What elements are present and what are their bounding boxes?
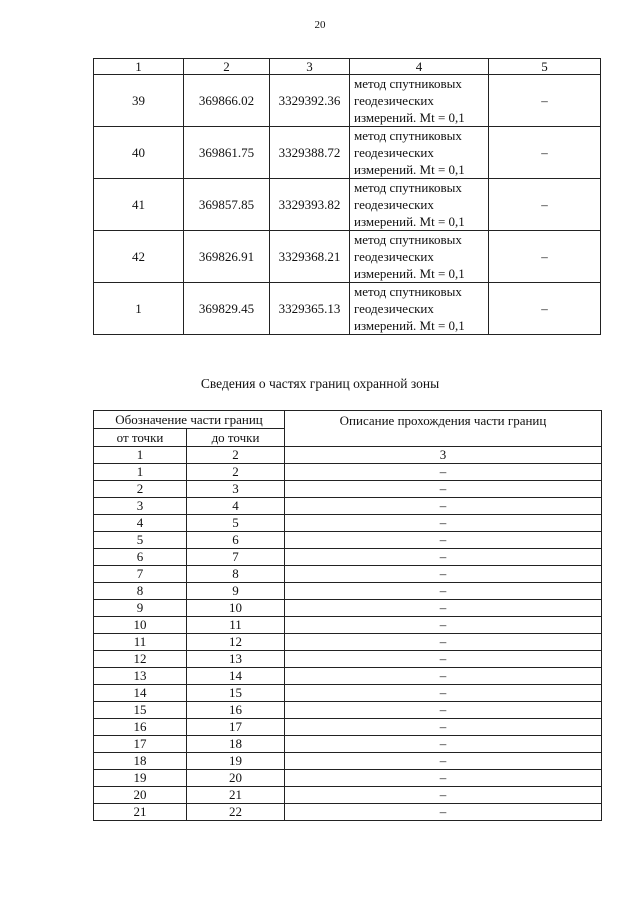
description-cell: – <box>285 515 602 532</box>
method-line: геодезических <box>354 145 434 160</box>
table-row <box>94 583 602 600</box>
parts-header-row <box>94 411 602 429</box>
to-point-cell: 4 <box>187 498 285 515</box>
from-point-cell: 15 <box>94 702 187 719</box>
method-line: геодезических <box>354 249 434 264</box>
method-cell <box>350 75 489 127</box>
y-coordinate-cell: 3329368.21 <box>270 231 350 283</box>
table-row <box>94 549 602 566</box>
description-cell: – <box>285 634 602 651</box>
from-point-cell: 3 <box>94 498 187 515</box>
description-cell: – <box>285 804 602 821</box>
to-point-header: до точки <box>187 429 285 447</box>
table-row <box>94 498 602 515</box>
to-point-cell: 19 <box>187 753 285 770</box>
description-cell: – <box>285 719 602 736</box>
column-number-4: 4 <box>350 59 489 75</box>
coordinates-row <box>94 179 601 231</box>
table-row <box>94 651 602 668</box>
description-cell: – <box>285 753 602 770</box>
note-cell: – <box>489 179 601 231</box>
section-title: Сведения о частях границ охранной зоны <box>200 376 440 391</box>
description-cell: – <box>285 464 602 481</box>
table-row <box>94 685 602 702</box>
y-coordinate-cell: 3329365.13 <box>270 283 350 335</box>
table-row <box>94 736 602 753</box>
numbering-cell: 3 <box>285 447 602 464</box>
to-point-cell: 6 <box>187 532 285 549</box>
to-point-cell: 7 <box>187 549 285 566</box>
description-cell: – <box>285 651 602 668</box>
table-row <box>94 481 602 498</box>
description-cell: – <box>285 736 602 753</box>
to-point-cell: 16 <box>187 702 285 719</box>
to-point-cell: 21 <box>187 787 285 804</box>
to-point-cell: 17 <box>187 719 285 736</box>
description-header: Описание прохождения части границ <box>285 411 602 447</box>
column-number-1: 1 <box>94 59 184 75</box>
boundary-parts-table <box>93 410 602 821</box>
from-point-cell: 12 <box>94 651 187 668</box>
column-number-3: 3 <box>270 59 350 75</box>
to-point-cell: 9 <box>187 583 285 600</box>
to-point-cell: 8 <box>187 566 285 583</box>
column-number-2: 2 <box>184 59 270 75</box>
description-cell: – <box>285 617 602 634</box>
coordinates-row <box>94 127 601 179</box>
description-cell: – <box>285 600 602 617</box>
from-point-cell: 18 <box>94 753 187 770</box>
to-point-cell: 3 <box>187 481 285 498</box>
method-line: метод спутниковых <box>354 232 462 247</box>
note-cell: – <box>489 231 601 283</box>
point-cell: 39 <box>94 75 184 127</box>
to-point-cell: 5 <box>187 515 285 532</box>
method-line: геодезических <box>354 197 434 212</box>
x-coordinate-cell: 369866.02 <box>184 75 270 127</box>
description-cell: – <box>285 566 602 583</box>
description-cell: – <box>285 498 602 515</box>
from-point-cell: 21 <box>94 804 187 821</box>
description-cell: – <box>285 481 602 498</box>
from-point-cell: 1 <box>94 464 187 481</box>
table-row <box>94 566 602 583</box>
description-cell: – <box>285 583 602 600</box>
method-line: измерений. Mt = 0,1 <box>354 110 465 125</box>
description-cell: – <box>285 787 602 804</box>
y-coordinate-cell: 3329388.72 <box>270 127 350 179</box>
numbering-cell: 2 <box>187 447 285 464</box>
description-cell: – <box>285 702 602 719</box>
parts-numbering-row <box>94 447 602 464</box>
method-line: геодезических <box>354 301 434 316</box>
to-point-cell: 2 <box>187 464 285 481</box>
description-cell: – <box>285 668 602 685</box>
table-row <box>94 804 602 821</box>
from-point-cell: 8 <box>94 583 187 600</box>
x-coordinate-cell: 369829.45 <box>184 283 270 335</box>
method-line: метод спутниковых <box>354 76 462 91</box>
table-row <box>94 634 602 651</box>
table-row <box>94 668 602 685</box>
coordinates-row <box>94 283 601 335</box>
coordinates-header-row <box>94 59 601 75</box>
coordinates-row <box>94 231 601 283</box>
method-cell <box>350 127 489 179</box>
point-cell: 42 <box>94 231 184 283</box>
method-line: измерений. Mt = 0,1 <box>354 214 465 229</box>
to-point-cell: 12 <box>187 634 285 651</box>
from-point-cell: 7 <box>94 566 187 583</box>
to-point-cell: 18 <box>187 736 285 753</box>
to-point-cell: 13 <box>187 651 285 668</box>
from-point-cell: 17 <box>94 736 187 753</box>
table-row <box>94 532 602 549</box>
method-line: измерений. Mt = 0,1 <box>354 266 465 281</box>
table-row <box>94 600 602 617</box>
from-point-cell: 10 <box>94 617 187 634</box>
x-coordinate-cell: 369857.85 <box>184 179 270 231</box>
note-cell: – <box>489 75 601 127</box>
point-cell: 40 <box>94 127 184 179</box>
table-row <box>94 464 602 481</box>
to-point-cell: 20 <box>187 770 285 787</box>
to-point-cell: 11 <box>187 617 285 634</box>
to-point-cell: 14 <box>187 668 285 685</box>
method-line: измерений. Mt = 0,1 <box>354 162 465 177</box>
method-line: измерений. Mt = 0,1 <box>354 318 465 333</box>
table-row <box>94 770 602 787</box>
from-point-cell: 5 <box>94 532 187 549</box>
method-line: метод спутниковых <box>354 128 462 143</box>
numbering-cell: 1 <box>94 447 187 464</box>
description-cell: – <box>285 685 602 702</box>
note-cell: – <box>489 283 601 335</box>
table-row <box>94 702 602 719</box>
from-point-cell: 13 <box>94 668 187 685</box>
description-cell: – <box>285 770 602 787</box>
coordinates-row <box>94 75 601 127</box>
table-row <box>94 617 602 634</box>
table-row <box>94 719 602 736</box>
method-line: метод спутниковых <box>354 284 462 299</box>
from-point-cell: 11 <box>94 634 187 651</box>
y-coordinate-cell: 3329392.36 <box>270 75 350 127</box>
method-line: геодезических <box>354 93 434 108</box>
description-cell: – <box>285 549 602 566</box>
from-point-cell: 19 <box>94 770 187 787</box>
from-point-cell: 6 <box>94 549 187 566</box>
from-point-cell: 20 <box>94 787 187 804</box>
note-cell: – <box>489 127 601 179</box>
table-row <box>94 787 602 804</box>
method-cell <box>350 283 489 335</box>
point-cell: 41 <box>94 179 184 231</box>
from-point-cell: 2 <box>94 481 187 498</box>
designation-header: Обозначение части границ <box>94 411 285 429</box>
to-point-cell: 22 <box>187 804 285 821</box>
x-coordinate-cell: 369826.91 <box>184 231 270 283</box>
x-coordinate-cell: 369861.75 <box>184 127 270 179</box>
from-point-cell: 9 <box>94 600 187 617</box>
description-cell: – <box>285 532 602 549</box>
page-number: 20 <box>314 19 326 31</box>
method-cell <box>350 179 489 231</box>
point-cell: 1 <box>94 283 184 335</box>
to-point-cell: 15 <box>187 685 285 702</box>
from-point-cell: 4 <box>94 515 187 532</box>
table-row <box>94 753 602 770</box>
to-point-cell: 10 <box>187 600 285 617</box>
from-point-cell: 16 <box>94 719 187 736</box>
column-number-5: 5 <box>489 59 601 75</box>
from-point-header: от точки <box>94 429 187 447</box>
method-line: метод спутниковых <box>354 180 462 195</box>
y-coordinate-cell: 3329393.82 <box>270 179 350 231</box>
coordinates-table <box>93 58 601 335</box>
table-row <box>94 515 602 532</box>
from-point-cell: 14 <box>94 685 187 702</box>
method-cell <box>350 231 489 283</box>
